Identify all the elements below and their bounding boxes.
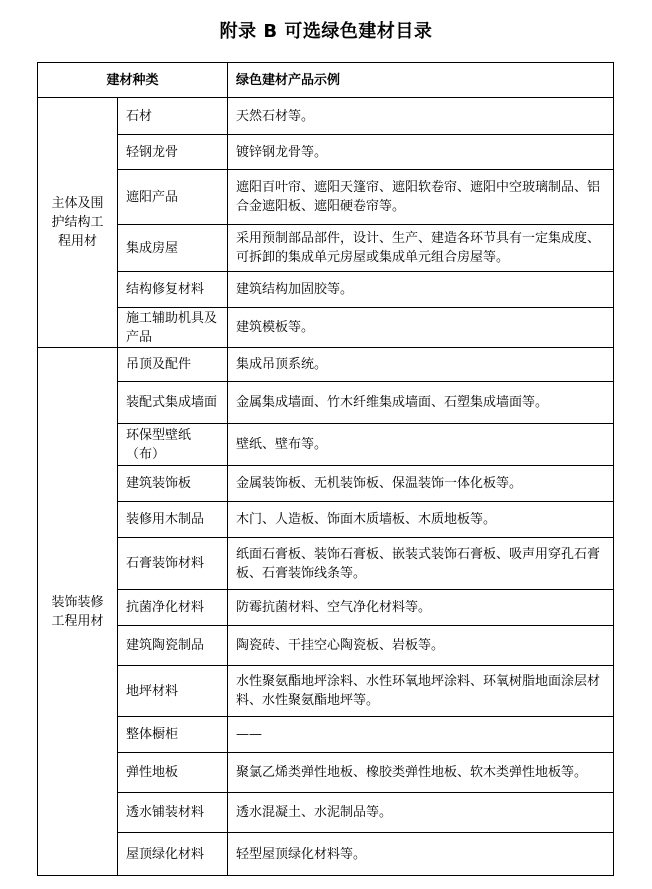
example-cell: 集成吊顶系统。 bbox=[228, 348, 614, 382]
table-row bbox=[38, 272, 614, 308]
material-cell: 透水铺装材料 bbox=[118, 793, 228, 833]
example-cell: —— bbox=[228, 717, 614, 753]
table-row bbox=[38, 424, 614, 466]
table-row bbox=[38, 753, 614, 793]
table-row bbox=[38, 626, 614, 666]
material-cell: 集成房屋 bbox=[118, 225, 228, 272]
example-cell: 壁纸、壁布等。 bbox=[228, 424, 614, 466]
example-cell: 遮阳百叶帘、遮阳天篷帘、遮阳软卷帘、遮阳中空玻璃制品、铝合金遮阳板、遮阳硬卷帘等。 bbox=[228, 170, 614, 225]
example-cell: 轻型屋顶绿化材料等。 bbox=[228, 833, 614, 876]
material-cell: 装修用木制品 bbox=[118, 502, 228, 538]
table-row bbox=[38, 793, 614, 833]
header-material-type: 建材种类 bbox=[38, 63, 228, 98]
green-materials-table bbox=[37, 62, 614, 876]
material-cell: 装配式集成墙面 bbox=[118, 382, 228, 424]
example-cell: 聚氯乙烯类弹性地板、橡胶类弹性地板、软木类弹性地板等。 bbox=[228, 753, 614, 793]
example-cell: 陶瓷砖、干挂空心陶瓷板、岩板等。 bbox=[228, 626, 614, 666]
material-cell: 环保型壁纸（布） bbox=[118, 424, 228, 466]
material-cell: 石膏装饰材料 bbox=[118, 538, 228, 590]
example-cell: 采用预制部品部件，设计、生产、建造各环节具有一定集成度、可拆卸的集成单元房屋或集成单元组合房屋等。 bbox=[228, 225, 614, 272]
table-row bbox=[38, 225, 614, 272]
material-cell: 结构修复材料 bbox=[118, 272, 228, 308]
table-row bbox=[38, 98, 614, 135]
material-cell: 轻钢龙骨 bbox=[118, 135, 228, 170]
example-cell: 金属装饰板、无机装饰板、保温装饰一体化板等。 bbox=[228, 466, 614, 502]
material-cell: 弹性地板 bbox=[118, 753, 228, 793]
table-row bbox=[38, 833, 614, 876]
table-row bbox=[38, 135, 614, 170]
table-row bbox=[38, 666, 614, 717]
category-cell: 主体及围护结构工程用材 bbox=[38, 98, 118, 348]
category-cell: 装饰装修工程用材 bbox=[38, 348, 118, 876]
example-cell: 建筑模板等。 bbox=[228, 308, 614, 348]
table-row bbox=[38, 170, 614, 225]
material-cell: 施工辅助机具及产品 bbox=[118, 308, 228, 348]
example-cell: 纸面石膏板、装饰石膏板、嵌装式装饰石膏板、吸声用穿孔石膏板、石膏装饰线条等。 bbox=[228, 538, 614, 590]
example-cell: 水性聚氨酯地坪涂料、水性环氧地坪涂料、环氧树脂地面涂层材料、水性聚氨酯地坪等。 bbox=[228, 666, 614, 717]
material-cell: 遮阳产品 bbox=[118, 170, 228, 225]
example-cell: 镀锌钢龙骨等。 bbox=[228, 135, 614, 170]
table-row bbox=[38, 590, 614, 626]
example-cell: 防霉抗菌材料、空气净化材料等。 bbox=[228, 590, 614, 626]
material-cell: 吊顶及配件 bbox=[118, 348, 228, 382]
table-row bbox=[38, 308, 614, 348]
material-cell: 建筑陶瓷制品 bbox=[118, 626, 228, 666]
table-row bbox=[38, 466, 614, 502]
page-title: 附录 B 可选绿色建材目录 bbox=[219, 21, 433, 42]
material-cell: 抗菌净化材料 bbox=[118, 590, 228, 626]
material-cell: 整体橱柜 bbox=[118, 717, 228, 753]
example-cell: 透水混凝土、水泥制品等。 bbox=[228, 793, 614, 833]
material-cell: 屋顶绿化材料 bbox=[118, 833, 228, 876]
table-row bbox=[38, 538, 614, 590]
example-cell: 木门、人造板、饰面木质墙板、木质地板等。 bbox=[228, 502, 614, 538]
table-row bbox=[38, 502, 614, 538]
table-row bbox=[38, 717, 614, 753]
table-row bbox=[38, 348, 614, 382]
material-cell: 地坪材料 bbox=[118, 666, 228, 717]
material-cell: 建筑装饰板 bbox=[118, 466, 228, 502]
material-cell: 石材 bbox=[118, 98, 228, 135]
example-cell: 建筑结构加固胶等。 bbox=[228, 272, 614, 308]
header-product-example: 绿色建材产品示例 bbox=[228, 63, 614, 98]
example-cell: 天然石材等。 bbox=[228, 98, 614, 135]
example-cell: 金属集成墙面、竹木纤维集成墙面、石塑集成墙面等。 bbox=[228, 382, 614, 424]
table-row bbox=[38, 382, 614, 424]
table-header-row bbox=[38, 63, 614, 98]
